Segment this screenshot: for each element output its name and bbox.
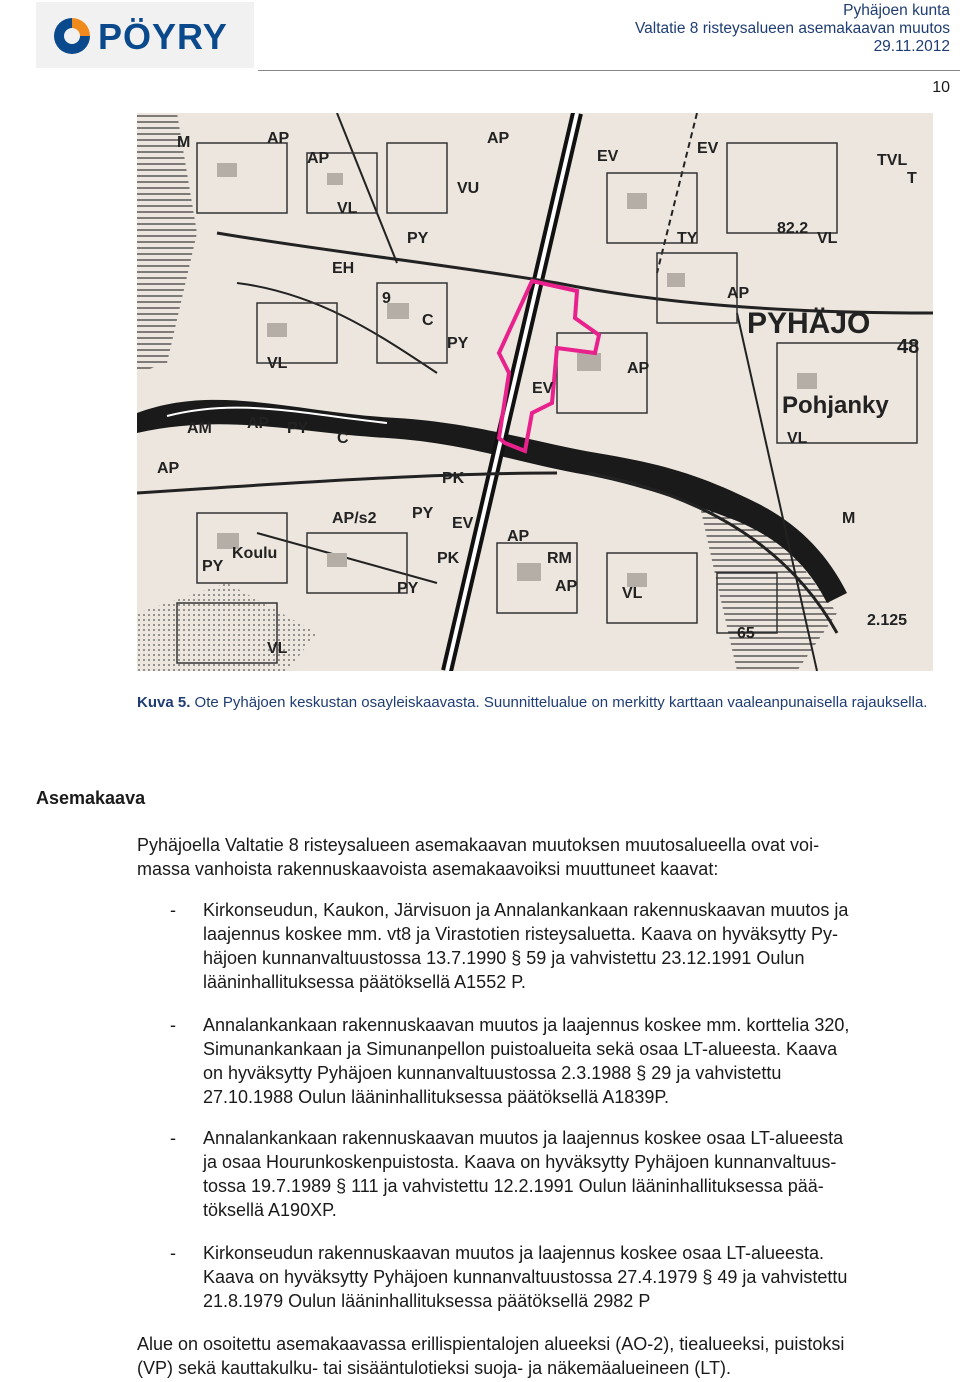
map-label: AP <box>555 578 578 595</box>
map-label: VL <box>787 430 808 447</box>
page-number: 10 <box>932 79 950 96</box>
map-label: Koulu <box>232 545 278 562</box>
map-label: TY <box>677 230 698 247</box>
list-item-line: Annalankankaan rakennuskaavan muutos ja laajennus koskee mm. korttelia 320, <box>203 1015 850 1035</box>
list-item <box>137 1126 949 1222</box>
map-label: 9 <box>382 290 391 307</box>
map-label: AP <box>307 150 330 167</box>
map-label: EV <box>597 148 619 165</box>
map-label: EV <box>697 140 719 157</box>
map-label: VL <box>622 585 643 602</box>
map-label: PY <box>412 505 434 522</box>
list-item-line: Simunankankaan ja Simunanpellon puistoalueita sekä osaa LT-alueesta. Kaava <box>203 1039 838 1059</box>
list-item-line: 27.10.1988 Oulun lääninhallituksessa päätöksellä A1839P. <box>203 1087 670 1107</box>
list-item-line: laajennus koskee mm. vt8 ja Virastotien risteysaluetta. Kaava on hyväksytty Py- <box>203 924 838 944</box>
intro-line: massa vanhoista rakennuskaavoista asemakaavoiksi muuttuneet kaavat: <box>137 859 719 879</box>
map-label: M <box>177 134 191 151</box>
map-label: 65 <box>737 625 755 642</box>
map-label: TVL <box>877 152 908 169</box>
map-label: VL <box>267 640 288 657</box>
map-label: PK <box>442 470 465 487</box>
list-item <box>137 898 949 994</box>
header-rule <box>258 70 960 71</box>
list-dash: - <box>170 1128 176 1148</box>
outro-paragraph <box>137 1332 949 1380</box>
map-label: VL <box>817 230 838 247</box>
map-label: PY <box>397 580 419 597</box>
map-label: T <box>907 170 917 187</box>
list-item-line: ja osaa Hourunkoskenpuistosta. Kaava on hyväksytty Pyhäjoen kunnanvaltuus- <box>203 1152 837 1172</box>
map-label: C <box>337 430 349 447</box>
map-label: AM <box>187 420 212 437</box>
list-item-line: 21.8.1979 Oulun lääninhallituksessa päätöksellä 2982 P <box>203 1291 651 1311</box>
map-label: AP <box>487 130 510 147</box>
list-item-line: töksellä A190XP. <box>203 1200 337 1220</box>
list-item-line: häjoen kunnanvaltuustossa 13.7.1990 § 59 ja vahvistettu 23.12.1991 Oulun <box>203 948 805 968</box>
map-label: AP/s2 <box>332 510 377 527</box>
caption-label: Kuva 5. <box>137 694 191 711</box>
map-label: PYHÄJO <box>747 307 871 340</box>
intro-line: Pyhäjoella Valtatie 8 risteysalueen asemakaavan muutoksen muutosalueella ovat voi- <box>137 835 820 855</box>
map-label: PY <box>287 420 309 437</box>
map-label: C <box>422 312 434 329</box>
map-label: PY <box>407 230 429 247</box>
map-svg <box>137 113 933 671</box>
list-dash: - <box>170 1015 176 1035</box>
list-item-line: lääninhallituksessa päätöksellä A1552 P. <box>203 972 526 992</box>
caption-text: Ote Pyhäjoen keskustan osayleiskaavasta. Suunnittelualue on merkitty karttaan vaaleanpunaisella rajauksella. <box>194 694 928 711</box>
map-label: PY <box>202 558 224 575</box>
list-dash: - <box>170 1243 176 1263</box>
map-label: RM <box>547 550 572 567</box>
map-label: Pohjanky <box>782 392 889 419</box>
list-item-line: Kaava on hyväksytty Pyhäjoen kunnanvaltuustossa 27.4.1979 § 49 ja vahvistettu <box>203 1267 848 1287</box>
list-item-line: Kirkonseudun rakennuskaavan muutos ja laajennus koskee osaa LT-alueesta. <box>203 1243 825 1263</box>
map-label: AP <box>247 415 270 432</box>
map-label: PK <box>437 550 460 567</box>
header-date: 29.11.2012 <box>873 38 950 55</box>
intro-paragraph <box>137 833 949 881</box>
map-label: EV <box>532 380 554 397</box>
figure-caption <box>137 694 947 712</box>
map-label: EV <box>452 515 474 532</box>
list-item-line: Kirkonseudun, Kaukon, Järvisuon ja Annalankankaan rakennuskaavan muutos ja <box>203 900 849 920</box>
map-label: PY <box>447 335 469 352</box>
poyry-logo <box>36 2 254 68</box>
list-item <box>137 1241 949 1313</box>
outro-line: Alue on osoitettu asemakaavassa erillispientalojen alueeksi (AO-2), tiealueeksi, puistoksi <box>137 1334 845 1354</box>
map-label: AP <box>267 130 290 147</box>
list-item-line: tossa 19.7.1989 § 111 ja vahvistettu 12.2.1991 Oulun lääninhallituksessa pää- <box>203 1176 824 1196</box>
map-label: 82.2 <box>777 220 809 237</box>
outro-line: (VP) sekä kauttakulku- tai sisääntulotieksi suoja- ja näkemäalueineen (LT). <box>137 1358 731 1378</box>
map-label: AP <box>627 360 650 377</box>
poyry-symbol-icon <box>52 16 92 56</box>
header-project: Valtatie 8 risteysalueen asemakaavan muutos <box>634 20 950 37</box>
map-label: VU <box>457 180 480 197</box>
map-label: EH <box>332 260 355 277</box>
list-item-line: on hyväksytty Pyhäjoen kunnanvaltuustossa 2.3.1988 § 29 ja vahvistettu <box>203 1063 782 1083</box>
section-heading: Asemakaava <box>36 788 146 808</box>
logo-text: PÖYRY <box>98 16 228 57</box>
map-label: M <box>842 510 856 527</box>
list-item-line: Annalankankaan rakennuskaavan muutos ja laajennus koskee osaa LT-alueesta <box>203 1128 844 1148</box>
map-label: 48 <box>897 336 920 358</box>
map-label: AP <box>157 460 180 477</box>
map-label: AP <box>507 528 530 545</box>
map-label: AP <box>727 285 750 302</box>
list-item <box>137 1013 949 1109</box>
header-org: Pyhäjoen kunta <box>843 2 950 19</box>
master-plan-map <box>137 113 933 671</box>
map-label: VL <box>267 355 288 372</box>
list-dash: - <box>170 900 176 920</box>
map-label: VL <box>337 200 358 217</box>
map-label: 2.125 <box>867 612 908 629</box>
